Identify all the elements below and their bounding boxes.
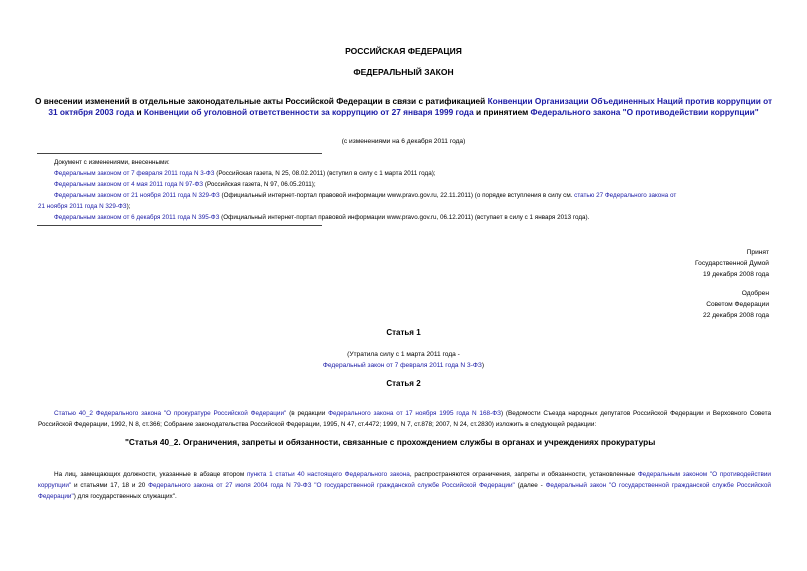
divider-bottom: [37, 225, 322, 226]
art40-link-civil-service-law[interactable]: Федеральный закон "О государственной гражданской службе Российской Федерации": [38, 482, 771, 500]
article2-link-prosecution-law[interactable]: Статью 40_2 Федерального закона "О прокуратуре Российской Федерации": [54, 410, 287, 417]
doc-type-heading: ФЕДЕРАЛЬНЫЙ ЗАКОН: [353, 67, 454, 77]
edition-note: (с изменениями на 6 декабря 2011 года): [341, 138, 466, 145]
article2-heading: Статья 2: [386, 379, 421, 388]
article2-paragraph: [38, 408, 771, 430]
title-link-criminal-convention[interactable]: Конвенции об уголовной ответственности за коррупцию от 27 января 1999 года: [143, 107, 474, 117]
list-item: [38, 179, 773, 190]
change-link[interactable]: Федеральным законом от 4 мая 2011 года N 97-ФЗ: [54, 181, 204, 188]
article1-repeal-link[interactable]: Федеральный закон от 7 февраля 2011 года N 3-ФЗ: [322, 362, 482, 369]
accepted-block: [695, 247, 769, 280]
title-text-2: и: [134, 107, 144, 117]
change-text: (Российская газета, N 97, 06.05.2011);: [203, 181, 316, 188]
change-text: (Официальный интернет-портал правовой информации www.pravo.gov.ru, 06.12.2011) (вступает в силу с 1 января 2013 года).: [219, 214, 590, 221]
approved-label: Одобрен: [741, 290, 769, 297]
approved-body: Советом Федерации: [706, 301, 769, 308]
article2-link-1995-law[interactable]: Федерального закона от 17 ноября 1995 года N 168-ФЗ: [328, 410, 501, 417]
change-link[interactable]: Федеральным законом от 7 февраля 2011 года N 3-ФЗ: [54, 170, 215, 177]
art40-text: (далее -: [514, 482, 546, 489]
art40-text: На лиц, замещающих должности, указанные в абзаце втором: [54, 471, 247, 478]
article40-2-paragraph: [38, 469, 771, 502]
art40-link-anticorruption[interactable]: Федеральным законом "О противодействии коррупции": [38, 471, 771, 489]
list-item: [38, 212, 773, 223]
title-text-1: О внесении изменений в отдельные законодательные акты Российской Федерации в связи с ратификацией: [34, 96, 488, 106]
article1-note: (Утратила силу с 1 марта 2011 года -: [347, 351, 460, 358]
title-text-3: и принятием: [473, 107, 531, 117]
changes-list: [38, 157, 773, 223]
law-title: [30, 96, 777, 118]
changes-intro: Документ с изменениями, внесенными:: [54, 159, 170, 166]
title-link-un-convention[interactable]: Конвенции Организации Объединенных Наций против коррупции от 31 октября 2003 года: [48, 96, 773, 117]
change-link-article27[interactable]: статью 27 Федерального закона от: [574, 192, 677, 199]
article1-close: ): [481, 362, 485, 369]
art40-link-79fz[interactable]: Федерального закона от 27 июля 2004 года N 79-ФЗ "О государственной гражданской службе Российской Федерации": [148, 482, 515, 489]
country-heading: РОССИЙСКАЯ ФЕДЕРАЦИЯ: [345, 46, 462, 56]
accepted-date: 19 декабря 2008 года: [703, 271, 769, 278]
art40-text: , распространяются ограничения, запреты и обязанности, установленные: [409, 471, 638, 478]
change-text: (Официальный интернет-портал правовой информации www.pravo.gov.ru, 22.11.2011) (о порядке вступления в силу см.: [219, 192, 575, 199]
art40-link-article40[interactable]: пункта 1 статьи 40 настоящего Федерального закона: [246, 471, 410, 478]
list-item: [38, 190, 773, 201]
change-link-article27-cont[interactable]: 21 ноября 2011 года N 329-ФЗ: [38, 203, 127, 210]
list-item: [38, 168, 773, 179]
change-link[interactable]: Федеральным законом от 6 декабря 2011 года N 395-ФЗ: [54, 214, 220, 221]
accepted-label: Принят: [746, 249, 769, 256]
article2-text: (в редакции: [286, 410, 329, 417]
article1-heading: Статья 1: [386, 328, 421, 337]
approved-block: [703, 288, 769, 321]
article40-2-heading: "Статья 40_2. Ограничения, запреты и обязанности, связанные с прохождением службы в органах и учреждениях прокуратуры: [125, 437, 656, 447]
accepted-body: Государственной Думой: [695, 260, 769, 267]
change-text: (Российская газета, N 25, 08.02.2011) (вступил в силу с 1 марта 2011 года);: [214, 170, 436, 177]
list-item-continuation: [38, 201, 773, 212]
approved-date: 22 декабря 2008 года: [703, 312, 769, 319]
art40-text: ) для государственных служащих".: [73, 493, 177, 500]
article1-link-line: [0, 360, 807, 371]
title-link-anticorruption-law[interactable]: Федерального закона "О противодействии коррупции": [530, 107, 759, 117]
divider-top: [37, 153, 322, 154]
change-link[interactable]: Федеральным законом от 21 ноября 2011 года N 329-ФЗ: [54, 192, 220, 199]
change-text: );: [126, 203, 131, 210]
art40-text: и статьями 17, 18 и 20: [71, 482, 149, 489]
article2-text: ) (Ведомости Съезда народных депутатов Российской Федерации и Верховного Совета Российской Федерации, 1992, N 8, ст.366; Собрание законодательства Российской Федерации, 1995, N 47, ст.4472; 1999, N 7, ст.878; 2007, N 24, ст.2830) изложить в следующей редакции:: [38, 410, 771, 428]
